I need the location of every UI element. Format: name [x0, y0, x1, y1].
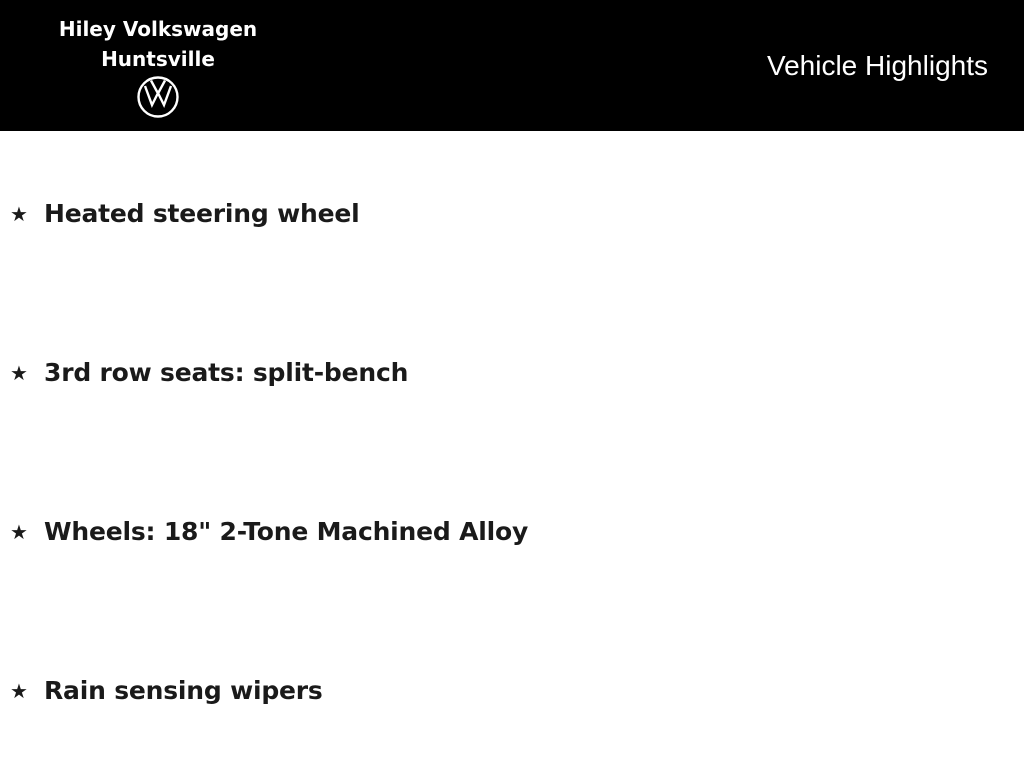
dealer-name-line2: Huntsville	[101, 47, 215, 71]
highlight-item	[10, 671, 323, 711]
highlight-label: 3rd row seats: split-bench	[44, 358, 409, 387]
star-icon: ★	[10, 679, 28, 703]
highlight-item	[10, 353, 408, 393]
dealer-name-line1: Hiley Volkswagen	[58, 17, 258, 41]
star-icon: ★	[10, 520, 28, 544]
header-banner	[0, 0, 1024, 131]
vw-logo-icon	[137, 76, 179, 118]
dealer-name	[58, 14, 258, 74]
star-icon: ★	[10, 361, 28, 385]
highlight-item	[10, 512, 528, 552]
highlight-label: Heated steering wheel	[44, 199, 360, 228]
highlight-label: Rain sensing wipers	[44, 676, 323, 705]
highlight-item	[10, 194, 359, 234]
highlights-list	[0, 131, 1024, 768]
highlight-label: Wheels: 18" 2-Tone Machined Alloy	[44, 517, 529, 546]
star-icon: ★	[10, 202, 28, 226]
page-title: Vehicle Highlights	[766, 50, 988, 81]
